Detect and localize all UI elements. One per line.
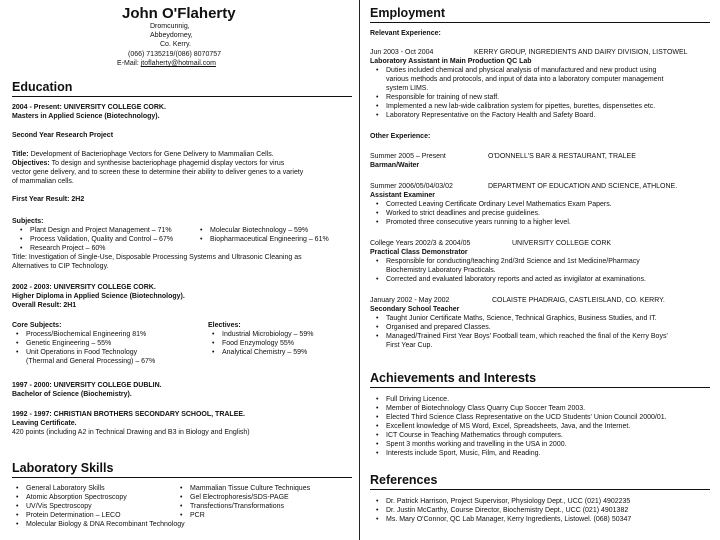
edu-entry-degree: Leaving Certificate. [12, 420, 77, 427]
achievement-item: • Interests include Sport, Music, Film, and Reading. [386, 450, 540, 459]
edu-entry-degree: Higher Diploma in Applied Science (Biotechnology). [12, 293, 185, 300]
achievement-item: • Full Driving Licence. [386, 396, 449, 405]
job-employer: KERRY GROUP, INGREDIENTS AND DAIRY DIVISION, LISTOWEL [474, 49, 688, 56]
section-rule [370, 489, 710, 490]
section-rule [12, 477, 352, 478]
job-employer: COLAISTE PHADRAIG, CASTLEISLAND, CO. KERRY. [492, 297, 665, 304]
job-employer: O'DONNELL'S BAR & RESTAURANT, TRALEE [488, 153, 636, 160]
reference-item: • Dr. Patrick Harrison, Project Supervisor, Physiology Dept., UCC (021) 4902235 [386, 498, 630, 507]
edu-entry-title: 1992 - 1997: CHRISTIAN BROTHERS SECONDARY SCHOOL, TRALEE. [12, 411, 245, 418]
job-employer: UNIVERSITY COLLEGE CORK [512, 240, 612, 247]
edu-entry-degree: Bachelor of Science (Biochemistry). [12, 391, 132, 398]
phone-number: (066) 7135219/(086) 8070757 [128, 51, 222, 58]
thesis-title: Title: Investigation of Single-Use, Disposable Processing Systems and Ultrasonic Cleaning as [12, 254, 302, 261]
references-heading: References [370, 473, 438, 487]
job-dates: Summer 2005 – Present [370, 153, 446, 160]
lab-skill: • PCR [190, 512, 205, 521]
project-objectives-cont: vector gene delivery, and to screen these to determine their ability to deliver genes to a variety [12, 169, 304, 176]
elective-subject: • Analytical Chemistry – 59% [222, 349, 307, 358]
lab-skill: • Gel Electrophoresis/SDS-PAGE [190, 494, 289, 503]
achievement-item: • Spent 3 months working and travelling in the USA in 2000. [386, 441, 567, 450]
core-subject: • Unit Operations in Food Technology [26, 349, 137, 358]
subject-item: • Plant Design and Project Management – 71% [30, 227, 172, 236]
first-year-result: First Year Result: 2H2 [12, 196, 85, 203]
email-link[interactable]: jtoflaherty@hotmail.com [140, 60, 216, 67]
job-duty: • Laboratory Representative on the Factory Health and Safety Board. [386, 112, 595, 121]
job-duty: • Organised and prepared Classes. [386, 324, 491, 333]
research-project-heading: Second Year Research Project [12, 132, 114, 139]
edu-entry-detail: 420 points (including A2 in Technical Drawing and B3 in Biology and English) [12, 429, 250, 436]
lab-skill: • Molecular Biology & DNA Recombinant Technology [26, 521, 185, 530]
job-duty: • Worked to strict deadlines and precise guidelines. [386, 210, 540, 219]
job-duty: • Duties included chemical and physical analysis of manufactured and new product using [386, 67, 656, 76]
job-role: Assistant Examiner [370, 192, 435, 199]
relevant-experience-label: Relevant Experience: [370, 30, 441, 37]
job-duty-cont: First Year Cup. [386, 342, 433, 349]
job-dates: College Years 2002/3 & 2004/05 [370, 240, 471, 247]
job-duty: • Corrected Leaving Certificate Ordinary Level Mathematics Exam Papers. [386, 201, 612, 210]
candidate-name: John O'Flaherty [122, 5, 236, 22]
electives-label: Electives: [208, 322, 241, 329]
edu-entry-degree: Masters in Applied Science (Biotechnology). [12, 113, 160, 120]
reference-item: • Dr. Justin McCarthy, Course Director, Biochemistry Dept., UCC (021) 4901382 [386, 507, 628, 516]
job-duty: • Responsible for training of new staff. [386, 94, 499, 103]
lab-skill: • Transfections/Transformations [190, 503, 284, 512]
lab-skill: • General Laboratory Skills [26, 485, 105, 494]
core-subjects-label: Core Subjects: [12, 322, 62, 329]
edu-entry-title: 1997 - 2000: UNIVERSITY COLLEGE DUBLIN. [12, 382, 162, 389]
subject-item: • Research Project – 60% [30, 245, 105, 254]
job-dates: Jun 2003 - Oct 2004 [370, 49, 434, 56]
job-employer: DEPARTMENT OF EDUCATION AND SCIENCE, ATHLONE. [488, 183, 678, 190]
address-line: Abbeydorney, [150, 32, 193, 39]
job-role: Barman/Waiter [370, 162, 420, 169]
job-duty: • Implemented a new lab-wide calibration system for pipettes, burettes, dispensettes etc. [386, 103, 655, 112]
lab-skill: • Atomic Absorption Spectroscopy [26, 494, 127, 503]
overall-result: Overall Result: 2H1 [12, 302, 77, 309]
job-duty: • Responsible for conducting/teaching 2nd/3rd Science and 1st Medicine/Pharmacy [386, 258, 640, 267]
job-dates: Summer 2006/05/04/03/02 [370, 183, 453, 190]
project-objectives-cont: of mammalian cells. [12, 178, 74, 185]
address-line: Dromcunnig, [150, 23, 190, 30]
other-experience-label: Other Experience: [370, 133, 431, 140]
job-duty: • Taught Junior Certificate Maths, Science, Technical Graphics, Business Studies, and IT. [386, 315, 657, 324]
edu-entry-title: 2002 - 2003: UNIVERSITY COLLEGE CORK. [12, 284, 156, 291]
project-objectives: Objectives: To design and synthesise bacteriophage phagemid display vectors for virus [12, 160, 285, 167]
left-column [0, 0, 358, 540]
project-title: Title: Development of Bacteriophage Vectors for Gene Delivery to Mammalian Cells. [12, 151, 274, 158]
email-label: E-Mail: [117, 60, 139, 67]
thesis-title-cont: Alternatives to CIP Technology. [12, 263, 109, 270]
job-duty-cont: various methods and protocols, and input of data into a laboratory computer management [386, 76, 664, 83]
email-line [117, 60, 216, 69]
core-subject-cont: (Thermal and General Processing) – 67% [26, 358, 156, 365]
job-duty: • Managed/Trained First Year Boys' Football team, which reached the final of the Kerry Boys' [386, 333, 668, 342]
address-line: Co. Kerry. [160, 41, 191, 48]
education-heading: Education [12, 80, 73, 94]
achievement-item: • ICT Course in Teaching Mathematics through computers. [386, 432, 563, 441]
achievements-heading: Achievements and Interests [370, 371, 537, 385]
lab-skill: • Mammalian Tissue Culture Techniques [190, 485, 310, 494]
core-subject: • Process/Biochemical Engineering 81% [26, 331, 146, 340]
job-dates: January 2002 - May 2002 [370, 297, 450, 304]
employment-heading: Employment [370, 6, 446, 20]
core-subject: • Genetic Engineering – 55% [26, 340, 111, 349]
achievement-item: • Excellent knowledge of MS Word, Excel, Spreadsheets, Java, and the Internet. [386, 423, 630, 432]
achievement-item: • Member of Biotechnology Class Quarry Cup Soccer Team 2003. [386, 405, 585, 414]
section-rule [370, 22, 710, 23]
reference-item: • Ms. Mary O'Connor, QC Lab Manager, Kerry Ingredients, Listowel. (068) 50347 [386, 516, 631, 525]
section-rule [12, 96, 352, 97]
job-duty: • Promoted three consecutive years running to a higher level. [386, 219, 571, 228]
subject-item: • Process Validation, Quality and Control – 67% [30, 236, 173, 245]
elective-subject: • Food Enzymology 55% [222, 340, 294, 349]
job-role: Secondary School Teacher [370, 306, 460, 313]
job-duty: • Corrected and evaluated laboratory reports and acted as invigilator at examinations. [386, 276, 646, 285]
job-duty-cont: Biochemistry Laboratory Practicals. [386, 267, 496, 274]
job-role: Practical Class Demonstrator [370, 249, 468, 256]
lab-skills-heading: Laboratory Skills [12, 461, 114, 475]
subject-item: • Molecular Biotechnology – 59% [210, 227, 308, 236]
right-column [362, 0, 720, 540]
subjects-label: Subjects: [12, 218, 44, 225]
section-rule [370, 387, 710, 388]
achievement-item: • Elected Third Science Class Representative on the UCD Students' Union Council 2000/01. [386, 414, 667, 423]
job-role: Laboratory Assistant in Main Production QC Lab [370, 58, 532, 65]
lab-skill: • Protein Determination – LECO [26, 512, 121, 521]
subject-item: • Biopharmaceutical Engineering – 61% [210, 236, 329, 245]
edu-entry-title: 2004 - Present: UNIVERSITY COLLEGE CORK. [12, 104, 166, 111]
column-divider [359, 0, 360, 540]
job-duty-cont: system LIMS. [386, 85, 429, 92]
elective-subject: • Industrial Microbiology – 59% [222, 331, 313, 340]
lab-skill: • UV/Vis Spectroscopy [26, 503, 92, 512]
